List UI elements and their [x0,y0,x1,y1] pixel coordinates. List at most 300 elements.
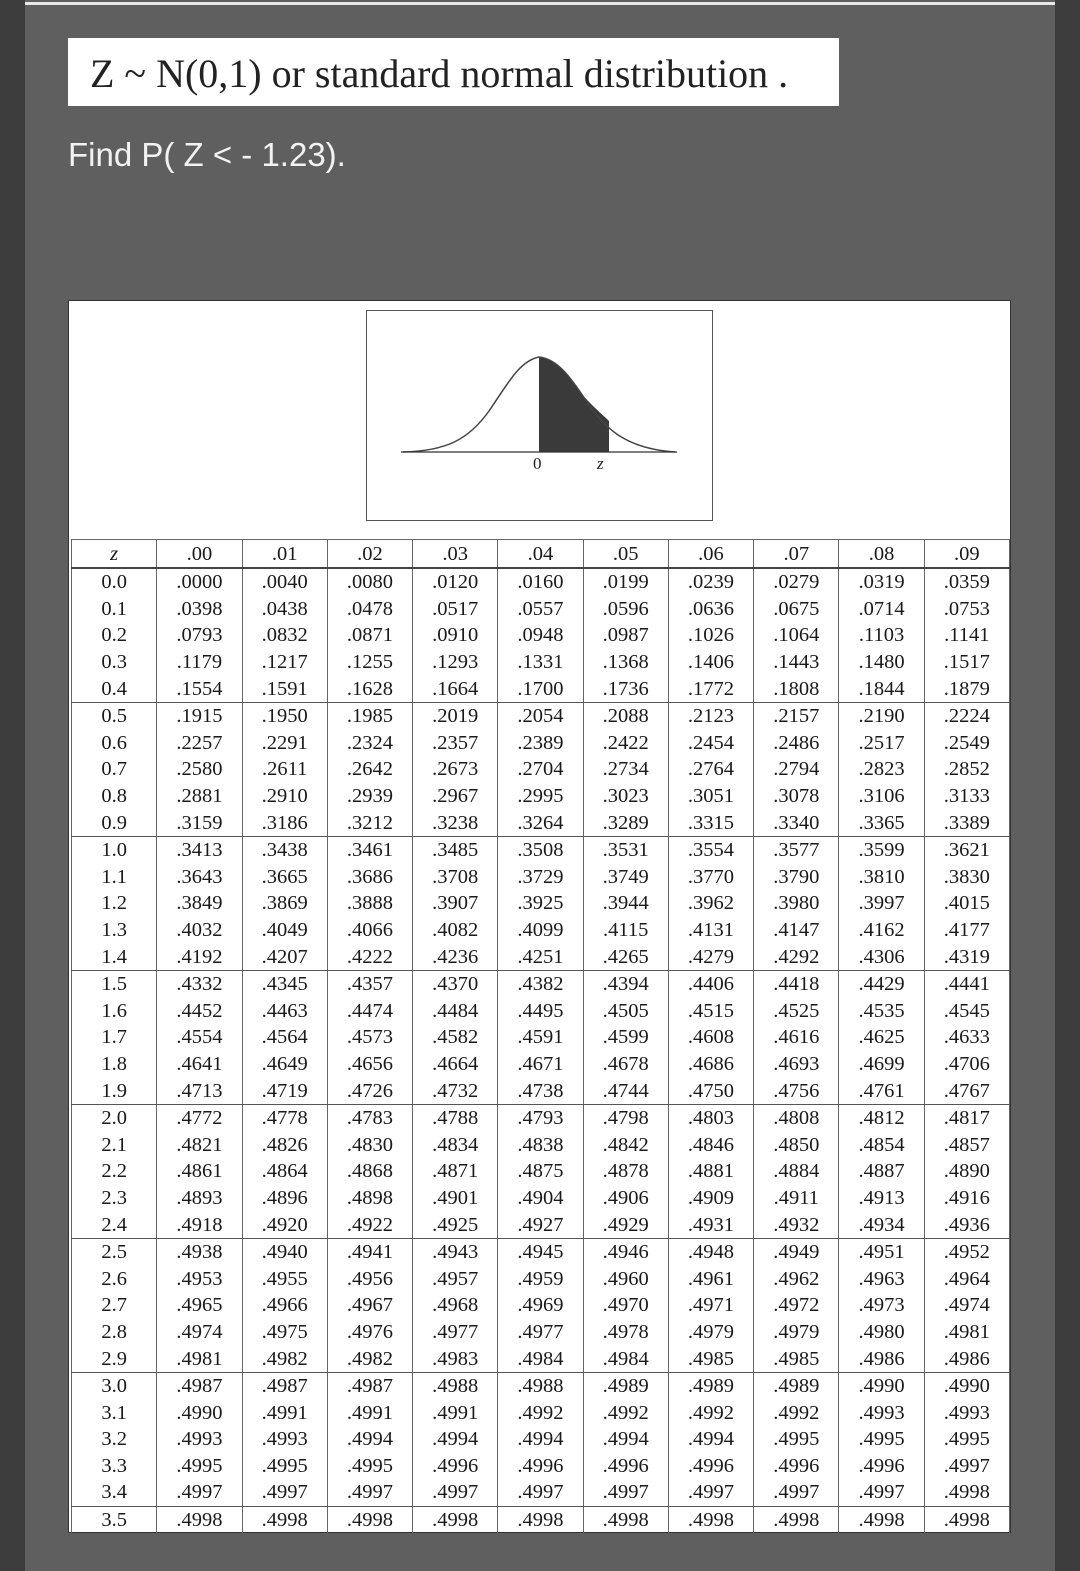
probability-cell: .0832 [242,622,327,649]
probability-cell: .2486 [754,730,839,757]
column-header: .00 [157,540,242,569]
probability-cell: .4964 [924,1265,1009,1292]
probability-cell: .1879 [924,675,1009,702]
probability-cell: .4998 [924,1479,1009,1506]
probability-cell: .4992 [754,1399,839,1426]
probability-cell: .3729 [498,864,583,891]
probability-cell: .0948 [498,622,583,649]
probability-cell: .4846 [668,1131,753,1158]
probability-cell: .3051 [668,783,753,810]
probability-cell: .4974 [924,1292,1009,1319]
probability-cell: .4990 [839,1372,924,1399]
probability-cell: .3599 [839,836,924,863]
probability-cell: .4953 [157,1265,242,1292]
probability-cell: .4922 [327,1211,412,1238]
normal-curve-svg [367,311,712,520]
table-row [72,864,1010,891]
table-row [72,1399,1010,1426]
probability-cell: .4981 [157,1345,242,1372]
probability-cell: .4934 [839,1211,924,1238]
probability-cell: .1664 [413,675,498,702]
probability-cell: .4177 [924,917,1009,944]
probability-cell: .1517 [924,649,1009,676]
table-row [72,596,1010,623]
probability-cell: .2224 [924,702,1009,729]
title-text: Z ~ N(0,1) or standard normal distribution . [90,51,789,96]
probability-cell: .4977 [498,1319,583,1346]
probability-cell: .2291 [242,730,327,757]
probability-cell: .2580 [157,756,242,783]
table-row [72,836,1010,863]
probability-cell: .4798 [583,1104,668,1131]
probability-cell: .4817 [924,1104,1009,1131]
probability-cell: .2454 [668,730,753,757]
probability-cell: .4850 [754,1131,839,1158]
probability-cell: .4995 [839,1426,924,1453]
probability-cell: .0557 [498,596,583,623]
probability-cell: .4989 [583,1372,668,1399]
probability-cell: .2852 [924,756,1009,783]
probability-cell: .4996 [668,1453,753,1480]
probability-cell: .4982 [242,1345,327,1372]
probability-cell: .3212 [327,809,412,836]
probability-cell: .1950 [242,702,327,729]
column-header: .02 [327,540,412,569]
probability-cell: .4941 [327,1238,412,1265]
probability-cell: .4147 [754,917,839,944]
probability-cell: .4236 [413,943,498,970]
probability-cell: .1700 [498,675,583,702]
probability-cell: .0793 [157,622,242,649]
probability-cell: .4997 [924,1453,1009,1480]
probability-cell: .1443 [754,649,839,676]
probability-cell: .4826 [242,1131,327,1158]
probability-cell: .2190 [839,702,924,729]
probability-cell: .3554 [668,836,753,863]
table-row [72,783,1010,810]
probability-cell: .2764 [668,756,753,783]
probability-cell: .3790 [754,864,839,891]
probability-cell: .4998 [839,1506,924,1533]
probability-cell: .4429 [839,970,924,997]
probability-cell: .3944 [583,890,668,917]
probability-cell: .1591 [242,675,327,702]
probability-cell: .0987 [583,622,668,649]
z-value-cell: 0.4 [72,675,157,702]
probability-cell: .4938 [157,1238,242,1265]
probability-cell: .4357 [327,970,412,997]
table-row [72,809,1010,836]
z-value-cell: 3.5 [72,1506,157,1533]
probability-cell: .4332 [157,970,242,997]
probability-cell: .4955 [242,1265,327,1292]
probability-cell: .4988 [413,1372,498,1399]
probability-cell: .4995 [327,1453,412,1480]
probability-cell: .4884 [754,1158,839,1185]
z-value-cell: 0.1 [72,596,157,623]
z-value-cell: 3.4 [72,1479,157,1506]
probability-cell: .3289 [583,809,668,836]
probability-cell: .4980 [839,1319,924,1346]
probability-cell: .4732 [413,1077,498,1104]
probability-cell: .4812 [839,1104,924,1131]
probability-cell: .4997 [498,1479,583,1506]
probability-cell: .4997 [668,1479,753,1506]
column-header: .08 [839,540,924,569]
probability-cell: .1141 [924,622,1009,649]
probability-cell: .2389 [498,730,583,757]
table-row [72,675,1010,702]
probability-cell: .4998 [327,1506,412,1533]
probability-cell: .4788 [413,1104,498,1131]
probability-cell: .3078 [754,783,839,810]
probability-cell: .4990 [157,1399,242,1426]
table-row [72,1077,1010,1104]
title-image [68,38,839,106]
table-row [72,1292,1010,1319]
probability-cell: .4997 [413,1479,498,1506]
table-row [72,622,1010,649]
probability-cell: .4987 [327,1372,412,1399]
probability-cell: .4979 [754,1319,839,1346]
probability-cell: .3315 [668,809,753,836]
probability-cell: .2019 [413,702,498,729]
probability-cell: .4986 [839,1345,924,1372]
probability-cell: .4222 [327,943,412,970]
probability-cell: .0596 [583,596,668,623]
column-header: .04 [498,540,583,569]
z-value-cell: 1.3 [72,917,157,944]
probability-cell: .3264 [498,809,583,836]
probability-cell: .3438 [242,836,327,863]
probability-cell: .4706 [924,1051,1009,1078]
probability-cell: .4965 [157,1292,242,1319]
probability-cell: .4279 [668,943,753,970]
probability-cell: .4854 [839,1131,924,1158]
z-value-cell: 0.8 [72,783,157,810]
probability-cell: .4793 [498,1104,583,1131]
probability-cell: .4890 [924,1158,1009,1185]
probability-cell: .4996 [498,1453,583,1480]
probability-cell: .2123 [668,702,753,729]
probability-cell: .4535 [839,998,924,1025]
probability-cell: .4649 [242,1051,327,1078]
probability-cell: .4931 [668,1211,753,1238]
column-header: .01 [242,540,327,569]
probability-cell: .4608 [668,1024,753,1051]
probability-cell: .4495 [498,998,583,1025]
probability-cell: .4989 [754,1372,839,1399]
probability-cell: .4997 [583,1479,668,1506]
table-row [72,1506,1010,1533]
probability-cell: .4948 [668,1238,753,1265]
probability-cell: .4719 [242,1077,327,1104]
table-row [72,1319,1010,1346]
probability-cell: .3997 [839,890,924,917]
probability-cell: .4564 [242,1024,327,1051]
probability-cell: .4251 [498,943,583,970]
probability-cell: .4115 [583,917,668,944]
probability-cell: .3643 [157,864,242,891]
probability-cell: .4292 [754,943,839,970]
probability-cell: .1293 [413,649,498,676]
probability-cell: .4830 [327,1131,412,1158]
probability-cell: .2611 [242,756,327,783]
probability-cell: .4994 [327,1426,412,1453]
probability-cell: .4838 [498,1131,583,1158]
table-row [72,998,1010,1025]
probability-cell: .4861 [157,1158,242,1185]
probability-cell: .4960 [583,1265,668,1292]
z-value-cell: 1.5 [72,970,157,997]
probability-cell: .4920 [242,1211,327,1238]
probability-cell: .0080 [327,568,412,596]
probability-cell: .3159 [157,809,242,836]
probability-cell: .4982 [327,1345,412,1372]
probability-cell: .2054 [498,702,583,729]
probability-cell: .2088 [583,702,668,729]
probability-cell: .4406 [668,970,753,997]
table-row [72,1265,1010,1292]
probability-cell: .2704 [498,756,583,783]
probability-cell: .3106 [839,783,924,810]
table-row [72,756,1010,783]
probability-cell: .4699 [839,1051,924,1078]
table-row [72,1238,1010,1265]
probability-cell: .4972 [754,1292,839,1319]
table-row [72,1131,1010,1158]
table-row [72,1051,1010,1078]
probability-cell: .4032 [157,917,242,944]
probability-cell: .4641 [157,1051,242,1078]
probability-cell: .2734 [583,756,668,783]
probability-cell: .0160 [498,568,583,596]
probability-cell: .4857 [924,1131,1009,1158]
probability-cell: .4015 [924,890,1009,917]
corner-header: z [72,540,157,569]
probability-cell: .3238 [413,809,498,836]
probability-cell: .4418 [754,970,839,997]
probability-cell: .2910 [242,783,327,810]
probability-cell: .4049 [242,917,327,944]
z-value-cell: 1.4 [72,943,157,970]
probability-cell: .4993 [839,1399,924,1426]
probability-cell: .1736 [583,675,668,702]
probability-cell: .4994 [413,1426,498,1453]
probability-cell: .1217 [242,649,327,676]
probability-cell: .4989 [668,1372,753,1399]
probability-cell: .3869 [242,890,327,917]
probability-cell: .4864 [242,1158,327,1185]
probability-cell: .1179 [157,649,242,676]
probability-cell: .4887 [839,1158,924,1185]
probability-cell: .4554 [157,1024,242,1051]
probability-cell: .4678 [583,1051,668,1078]
probability-cell: .4967 [327,1292,412,1319]
probability-cell: .2673 [413,756,498,783]
probability-cell: .4985 [754,1345,839,1372]
probability-cell: .4591 [498,1024,583,1051]
probability-cell: .1628 [327,675,412,702]
probability-cell: .3665 [242,864,327,891]
probability-cell: .4949 [754,1238,839,1265]
probability-cell: .4998 [668,1506,753,1533]
probability-cell: .4918 [157,1211,242,1238]
probability-cell: .3485 [413,836,498,863]
probability-cell: .0910 [413,622,498,649]
probability-cell: .3925 [498,890,583,917]
probability-cell: .4686 [668,1051,753,1078]
probability-cell: .4977 [413,1319,498,1346]
probability-cell: .4505 [583,998,668,1025]
probability-cell: .4963 [839,1265,924,1292]
probability-cell: .4986 [924,1345,1009,1372]
probability-cell: .4441 [924,970,1009,997]
probability-cell: .2881 [157,783,242,810]
probability-cell: .4474 [327,998,412,1025]
probability-cell: .4984 [498,1345,583,1372]
probability-cell: .4772 [157,1104,242,1131]
probability-cell: .2157 [754,702,839,729]
probability-cell: .4992 [668,1399,753,1426]
probability-cell: .0120 [413,568,498,596]
probability-cell: .4968 [413,1292,498,1319]
question-text: Find P( Z < - 1.23). [68,136,346,173]
probability-cell: .4979 [668,1319,753,1346]
probability-cell: .3577 [754,836,839,863]
probability-cell: .4995 [157,1453,242,1480]
probability-cell: .4974 [157,1319,242,1346]
probability-cell: .1480 [839,649,924,676]
probability-cell: .1915 [157,702,242,729]
probability-cell: .4265 [583,943,668,970]
probability-cell: .0239 [668,568,753,596]
top-divider [25,2,1055,5]
probability-cell: .4913 [839,1185,924,1212]
z-value-cell: 0.6 [72,730,157,757]
probability-cell: .4998 [157,1506,242,1533]
probability-cell: .4998 [498,1506,583,1533]
probability-cell: .4767 [924,1077,1009,1104]
probability-cell: .4936 [924,1211,1009,1238]
probability-cell: .4945 [498,1238,583,1265]
probability-cell: .4940 [242,1238,327,1265]
probability-cell: .3888 [327,890,412,917]
probability-cell: .4803 [668,1104,753,1131]
z-value-cell: 1.7 [72,1024,157,1051]
column-header: .07 [754,540,839,569]
z-value-cell: 3.0 [72,1372,157,1399]
probability-cell: .4761 [839,1077,924,1104]
probability-cell: .4956 [327,1265,412,1292]
left-border [0,0,25,1571]
probability-cell: .4671 [498,1051,583,1078]
probability-cell: .4893 [157,1185,242,1212]
probability-cell: .0871 [327,622,412,649]
probability-cell: .4713 [157,1077,242,1104]
probability-cell: .4834 [413,1131,498,1158]
probability-cell: .4871 [413,1158,498,1185]
probability-cell: .4452 [157,998,242,1025]
probability-cell: .4821 [157,1131,242,1158]
probability-cell: .4664 [413,1051,498,1078]
z-value-cell: 2.9 [72,1345,157,1372]
probability-cell: .4778 [242,1104,327,1131]
probability-cell: .2823 [839,756,924,783]
probability-cell: .4099 [498,917,583,944]
probability-cell: .4993 [157,1426,242,1453]
probability-cell: .3830 [924,864,1009,891]
probability-cell: .4991 [242,1399,327,1426]
probability-cell: .3133 [924,783,1009,810]
probability-cell: .4995 [924,1426,1009,1453]
probability-cell: .4306 [839,943,924,970]
probability-cell: .4927 [498,1211,583,1238]
probability-cell: .4987 [242,1372,327,1399]
probability-cell: .4988 [498,1372,583,1399]
probability-cell: .0517 [413,596,498,623]
probability-cell: .3340 [754,809,839,836]
probability-cell: .1064 [754,622,839,649]
probability-cell: .4909 [668,1185,753,1212]
table-body [72,568,1010,1533]
probability-cell: .4969 [498,1292,583,1319]
normal-curve-figure [366,310,713,521]
probability-cell: .4463 [242,998,327,1025]
probability-cell: .4808 [754,1104,839,1131]
probability-cell: .2939 [327,783,412,810]
probability-cell: .4693 [754,1051,839,1078]
probability-cell: .4994 [668,1426,753,1453]
table-row [72,917,1010,944]
probability-cell: .0438 [242,596,327,623]
probability-cell: .1772 [668,675,753,702]
probability-cell: .1368 [583,649,668,676]
probability-cell: .4997 [242,1479,327,1506]
probability-cell: .4996 [839,1453,924,1480]
probability-cell: .4744 [583,1077,668,1104]
probability-cell: .4906 [583,1185,668,1212]
probability-cell: .1406 [668,649,753,676]
probability-cell: .0636 [668,596,753,623]
probability-cell: .4951 [839,1238,924,1265]
probability-cell: .4207 [242,943,327,970]
z-value-cell: 0.7 [72,756,157,783]
probability-cell: .4996 [413,1453,498,1480]
probability-cell: .4750 [668,1077,753,1104]
z-value-cell: 1.6 [72,998,157,1025]
probability-cell: .4962 [754,1265,839,1292]
probability-cell: .4082 [413,917,498,944]
probability-cell: .4901 [413,1185,498,1212]
probability-cell: .2995 [498,783,583,810]
probability-cell: .4525 [754,998,839,1025]
probability-cell: .4987 [157,1372,242,1399]
column-header: .09 [924,540,1009,569]
probability-cell: .4345 [242,970,327,997]
probability-cell: .4976 [327,1319,412,1346]
probability-cell: .4878 [583,1158,668,1185]
probability-cell: .4875 [498,1158,583,1185]
column-header: .05 [583,540,668,569]
probability-cell: .3186 [242,809,327,836]
probability-cell: .4997 [157,1479,242,1506]
probability-cell: .1255 [327,649,412,676]
shaded-area [539,357,609,452]
table-row [72,1104,1010,1131]
probability-cell: .4995 [242,1453,327,1480]
probability-cell: .2324 [327,730,412,757]
